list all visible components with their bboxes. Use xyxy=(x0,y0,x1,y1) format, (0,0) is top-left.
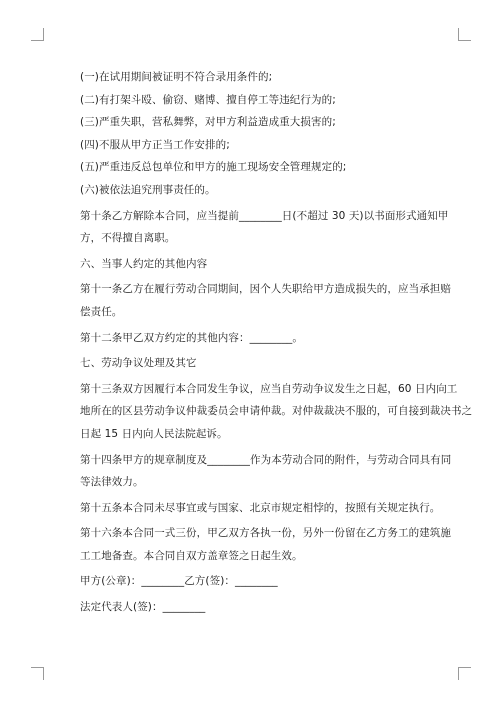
article-10-line-2: 方，不得擅自离职。 xyxy=(80,232,176,245)
crop-mark-top-right xyxy=(458,28,471,41)
signature-party-line: 甲方(公章)：________乙方(签)：________ xyxy=(80,575,278,588)
clause-5-line: (五)严重违反总包单位和甲方的施工现场安全管理规定的; xyxy=(80,161,347,174)
article-11-line-2: 偿责任。 xyxy=(80,305,123,318)
article-10-line-1: 第十条乙方解除本合同，应当提前________日(不超过 30 天)以书面形式通知甲 xyxy=(80,209,449,222)
article-16-line-1: 第十六条本合同一式三份，甲乙双方各执一份，另外一份留在乙方务工的建筑施 xyxy=(80,527,451,540)
legal-representative-line: 法定代表人(签)：________ xyxy=(80,601,206,614)
clause-4-line: (四)不服从甲方正当工作安排的; xyxy=(80,138,230,151)
clause-6-line: (六)被依法追究刑事责任的。 xyxy=(80,183,216,196)
article-13-line-1: 第十三条双方因履行本合同发生争议，应当自劳动争议发生之日起，60 日内向工 xyxy=(80,382,458,395)
crop-mark-top-left xyxy=(31,28,44,41)
clause-1-line: (一)在试用期间被证明不符合录用条件的; xyxy=(80,71,273,83)
clause-3-line: (三)严重失职，营私舞弊，对甲方利益造成重大损害的; xyxy=(80,116,336,129)
article-15-line: 第十五条本合同未尽事宜或与国家、北京市规定相悖的，按照有关规定执行。 xyxy=(80,501,441,514)
article-13-line-3: 日起 15 日内向人民法院起诉。 xyxy=(80,427,228,440)
article-11-line-1: 第十一条乙方在履行劳动合同期间，因个人失职给甲方造成损失的，应当承担赔 xyxy=(80,283,451,296)
crop-mark-bottom-left xyxy=(31,667,44,680)
section-6-heading: 六、当事人约定的其他内容 xyxy=(80,257,208,270)
article-16-line-2: 工工地备查。本合同自双方盖章签之日起生效。 xyxy=(80,549,303,562)
document-body xyxy=(80,66,473,619)
article-14-line-2: 等法律效力。 xyxy=(80,476,144,489)
article-13-line-2: 地所在的区县劳动争议仲裁委员会申请仲裁。对仲裁裁决不服的，可自接到裁决书之 xyxy=(80,405,473,418)
clause-2-line: (二)有打架斗殴、偷窃、赌博、擅自停工等违纪行为的; xyxy=(80,93,336,106)
article-12-line: 第十二条甲乙双方约定的其他内容：________。 xyxy=(80,331,303,344)
article-14-line-1: 第十四条甲方的规章制度及________作为本劳动合同的附件，与劳动合同具有同 xyxy=(80,453,452,466)
section-7-heading: 七、劳动争议处理及其它 xyxy=(80,357,197,370)
crop-mark-bottom-right xyxy=(458,667,471,680)
